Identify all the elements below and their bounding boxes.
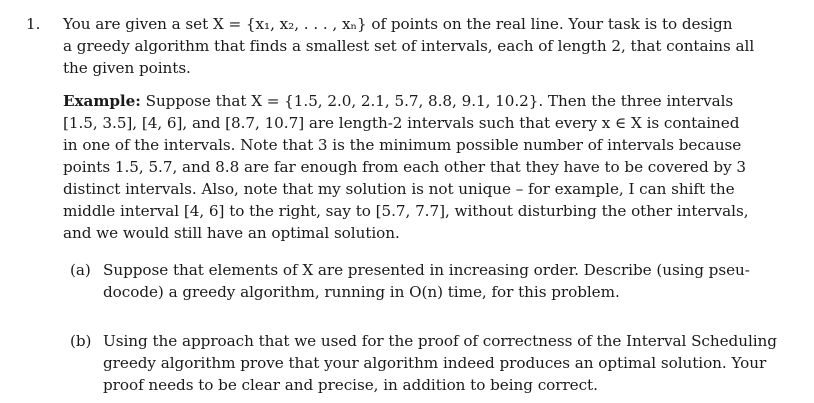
intro-line-1: You are given a set X = {x₁, x₂, . . . , xₙ} of points on the real line. Your task is to design xyxy=(63,15,733,33)
part-b-line-1: Using the approach that we used for the proof of correctness of the Interval Scheduling xyxy=(103,332,777,350)
intro-line-2: a greedy algorithm that finds a smallest set of intervals, each of length 2, that contains all xyxy=(63,37,755,55)
part-a-line-2: docode) a greedy algorithm, running in O(n) time, for this problem. xyxy=(103,283,620,301)
example-line-2: [1.5, 3.5], [4, 6], and [8.7, 10.7] are length-2 intervals such that every x ∈ X is contained xyxy=(63,114,740,132)
example-first-line-text: Suppose that X = {1.5, 2.0, 2.1, 5.7, 8.8, 9.1, 10.2}. Then the three intervals xyxy=(140,92,734,110)
example-line-4: points 1.5, 5.7, and 8.8 are far enough from each other that they have to be covered by 3 xyxy=(63,158,747,176)
part-a-line-1: Suppose that elements of X are presented in increasing order. Describe (using pseu- xyxy=(103,261,750,279)
example-line-1 xyxy=(63,91,733,111)
example-line-6: middle interval [4, 6] to the right, say to [5.7, 7.7], without disturbing the other intervals, xyxy=(63,202,749,220)
intro-line-3: the given points. xyxy=(63,59,191,77)
example-line-3: in one of the intervals. Note that 3 is the minimum possible number of intervals because xyxy=(63,136,742,154)
part-b-line-3: proof needs to be clear and precise, in addition to being correct. xyxy=(103,376,598,394)
part-b-label: (b) xyxy=(70,332,92,350)
example-line-7: and we would still have an optimal solution. xyxy=(63,224,400,242)
example-line-5: distinct intervals. Also, note that my solution is not unique – for example, I can shift the xyxy=(63,180,735,198)
part-a-label: (a) xyxy=(70,261,91,279)
problem-number: 1. xyxy=(26,15,41,33)
example-label: Example: xyxy=(63,92,141,110)
part-b-line-2: greedy algorithm prove that your algorithm indeed produces an optimal solution. Your xyxy=(103,354,767,372)
